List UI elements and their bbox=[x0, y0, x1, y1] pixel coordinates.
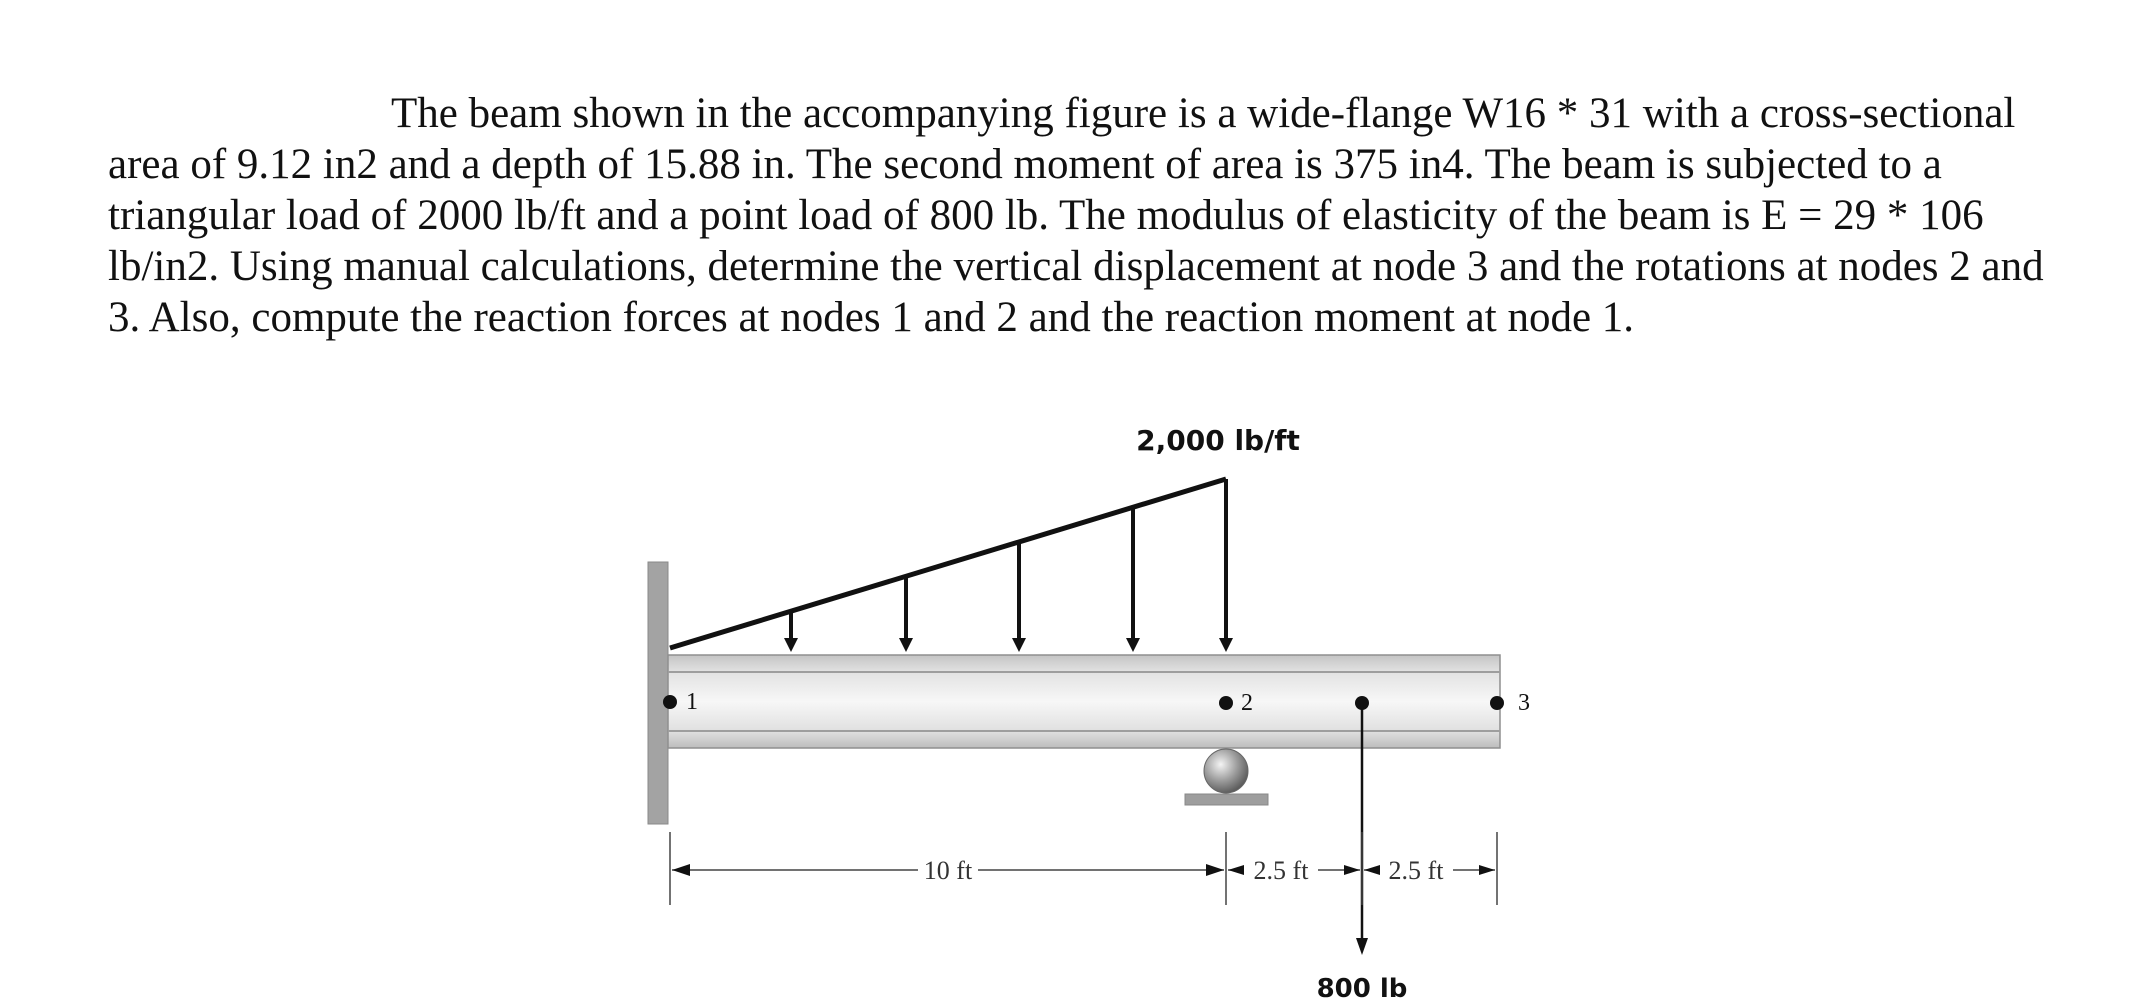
dimension-lines bbox=[670, 832, 1497, 905]
distributed-load-label: 2,000 lb/ft bbox=[1136, 424, 1300, 457]
node-1-marker bbox=[663, 695, 677, 709]
load-arrow bbox=[1126, 508, 1140, 652]
load-envelope-line bbox=[670, 479, 1226, 648]
dimension-span-1-label: 10 ft bbox=[923, 856, 973, 885]
load-arrow bbox=[899, 577, 913, 652]
distributed-load bbox=[670, 479, 1233, 652]
node-1-label: 1 bbox=[686, 689, 698, 715]
load-arrow bbox=[1219, 479, 1233, 652]
node-2-marker bbox=[1219, 696, 1233, 710]
node-3-label: 3 bbox=[1518, 690, 1530, 716]
dimension-span-2-label: 2.5 ft bbox=[1253, 856, 1309, 885]
problem-statement: The beam shown in the accompanying figure is a wide-flange W16 * 31 with a cross-sectional area of 9.12 in2 and a depth of 15.88 in. The second moment of area is 375 in4. The beam is subjected to a triangular load of 2000 lb/ft and a point load of 800 lb. The modulus of elasticity of the beam is E = 29 * 106 lb/in2. Using manual calculations, determine the vertical displacement at node 3 and the rotations at nodes 2 and 3. Also, compute the reaction forces at nodes 1 and 2 and the reaction moment at node 1. bbox=[108, 90, 2044, 341]
dimension-span-3-label: 2.5 ft bbox=[1388, 856, 1444, 885]
load-arrow bbox=[1012, 543, 1026, 652]
node-2-label: 2 bbox=[1241, 690, 1253, 716]
roller-support bbox=[1185, 749, 1268, 805]
node-3-marker bbox=[1490, 696, 1504, 710]
load-arrow bbox=[784, 612, 798, 652]
beam bbox=[668, 655, 1500, 748]
point-load-label: 800 lb bbox=[1316, 974, 1408, 1000]
fixed-wall-support bbox=[648, 562, 668, 824]
